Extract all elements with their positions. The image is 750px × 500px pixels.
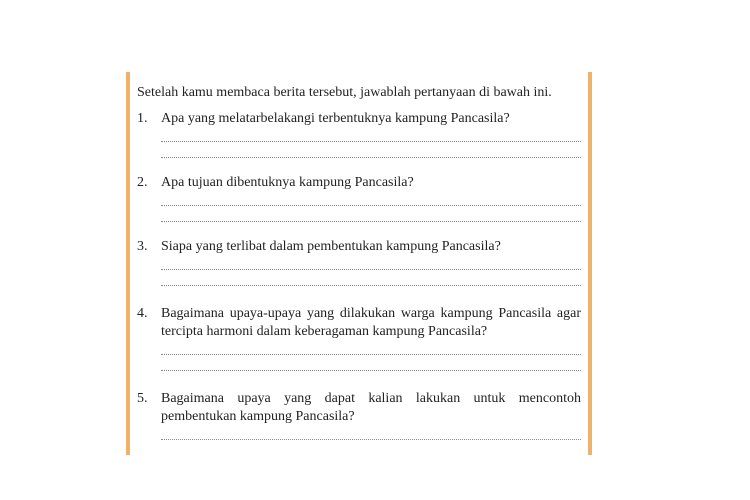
question-text: Apa yang melatarbelakangi terbentuknya kampung Pancasila?: [161, 111, 510, 126]
answer-line[interactable]: [161, 354, 581, 355]
instruction-text: Setelah kamu membaca berita tersebut, jawablah pertanyaan di bawah ini.: [137, 85, 552, 100]
answer-line[interactable]: [161, 205, 581, 206]
answer-lines-1[interactable]: [161, 141, 581, 158]
question-text: Siapa yang terlibat dalam pembentukan kampung Pancasila?: [161, 239, 501, 254]
answer-line[interactable]: [161, 285, 581, 286]
worksheet-content: [137, 84, 581, 440]
question-number: 1.: [137, 111, 148, 126]
question-block-3: [137, 238, 581, 286]
question-block-5: [137, 390, 581, 440]
question-block-4: [137, 305, 581, 371]
question-1: [137, 110, 581, 128]
answer-line[interactable]: [161, 439, 581, 440]
question-4: [137, 305, 581, 341]
question-number: 2.: [137, 175, 148, 190]
answer-line[interactable]: [161, 221, 581, 222]
question-text: Bagaimana upaya-upaya yang dilakukan warga kampung Pancasila agar tercipta harmoni dalam keberagaman kampung Pancasila?: [161, 306, 581, 339]
answer-lines-5[interactable]: [161, 439, 581, 440]
question-number: 4.: [137, 306, 148, 321]
answer-line[interactable]: [161, 141, 581, 142]
answer-lines-2[interactable]: [161, 205, 581, 222]
answer-line[interactable]: [161, 157, 581, 158]
answer-lines-4[interactable]: [161, 354, 581, 371]
question-3: [137, 238, 581, 256]
question-5: [137, 390, 581, 426]
question-2: [137, 174, 581, 192]
question-block-1: [137, 110, 581, 158]
question-number: 5.: [137, 391, 148, 406]
answer-line[interactable]: [161, 370, 581, 371]
question-number: 3.: [137, 239, 148, 254]
question-block-2: [137, 174, 581, 222]
question-text: Apa tujuan dibentuknya kampung Pancasila?: [161, 175, 414, 190]
question-text: Bagaimana upaya yang dapat kalian lakukan untuk mencontoh pembentukan kampung Pancasila?: [161, 391, 581, 424]
answer-lines-3[interactable]: [161, 269, 581, 286]
answer-line[interactable]: [161, 269, 581, 270]
